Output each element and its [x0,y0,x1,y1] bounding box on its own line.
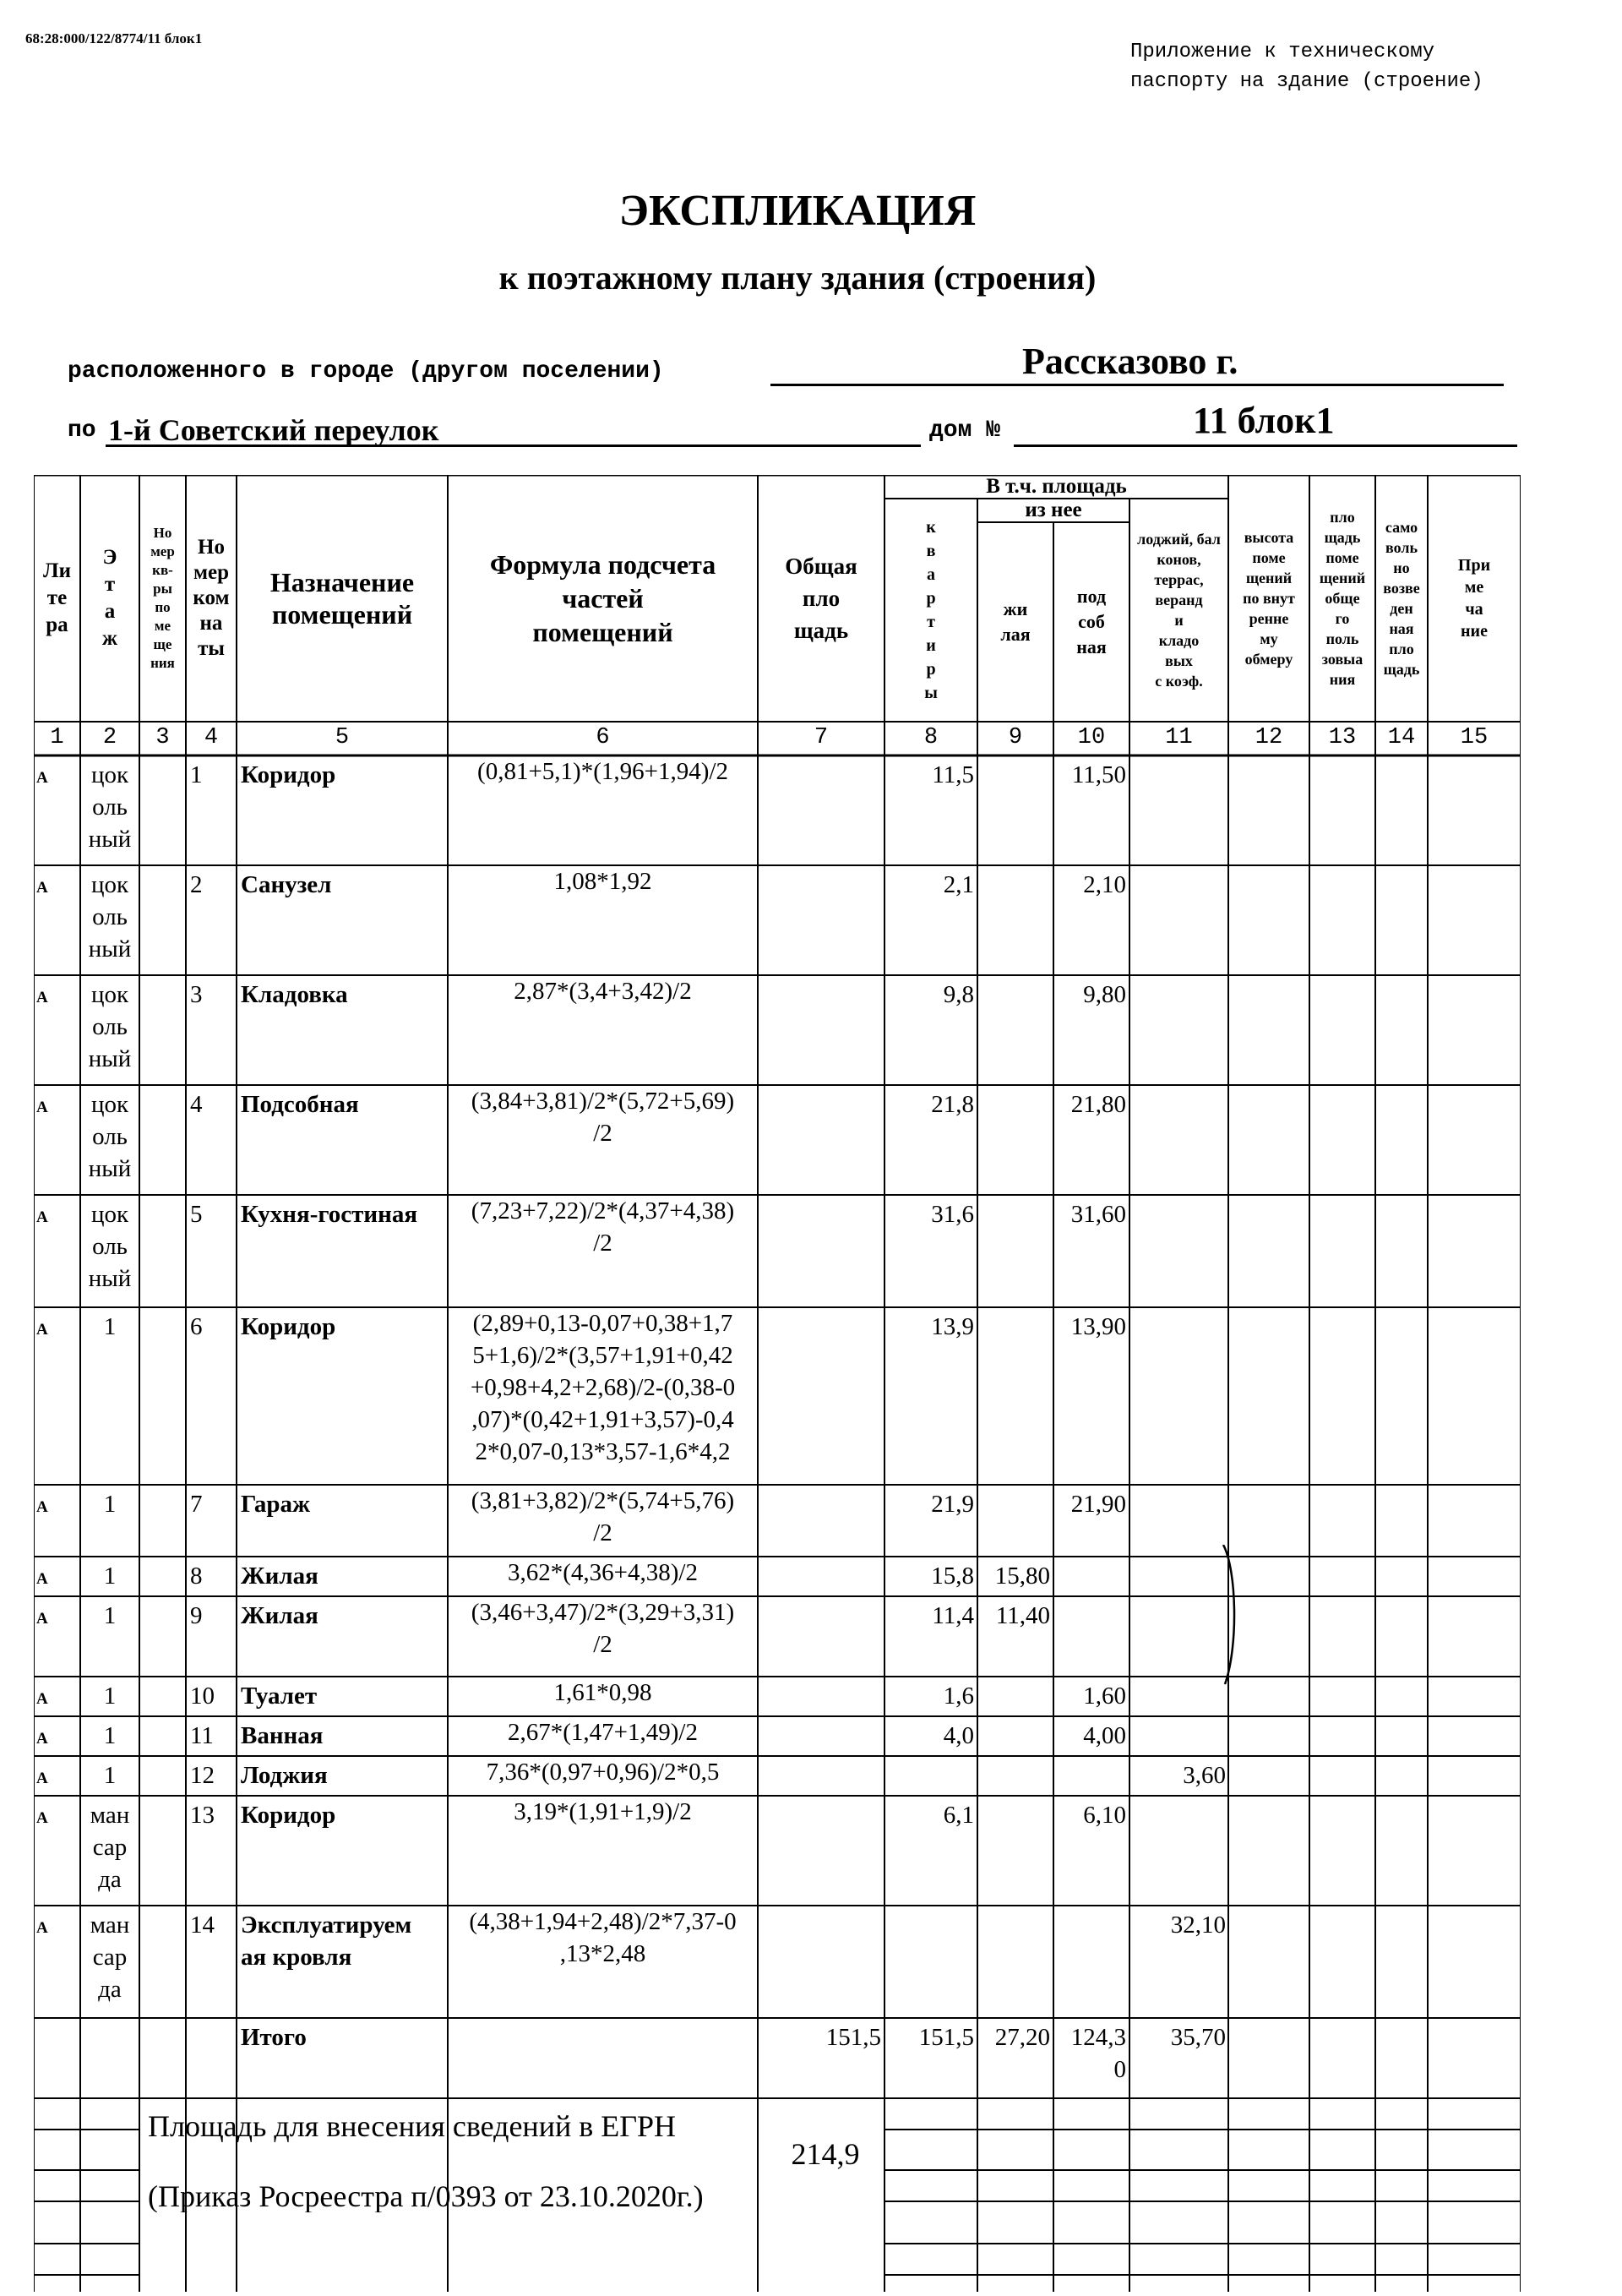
row-room-name: Кухня-гостиная [241,1201,418,1228]
row-formula: 7,36*(0,97+0,96)/2*0,5 [486,1759,720,1786]
row-floor: ман сар да [90,1912,130,2003]
row-apartment-area: 1,6 [943,1682,974,1710]
row-apartment-area: 11,5 [932,761,974,788]
row-litera: А [36,1730,48,1748]
row-litera: А [36,1610,48,1628]
row-room-number: 10 [190,1682,215,1710]
total-living-area: 27,20 [994,2024,1050,2051]
column-number: 2 [102,725,117,750]
row-apartment-area: 31,6 [931,1201,974,1228]
row-room-number: 12 [190,1762,215,1789]
column-number: 12 [1255,725,1283,750]
row-room-number: 11 [190,1722,214,1749]
row-formula: (3,81+3,82)/2*(5,74+5,76) /2 [471,1487,735,1546]
header-purpose: Назначение помещений [269,567,415,630]
page-title: ЭКСПЛИКАЦИЯ [618,187,977,235]
row-apartment-area: 9,8 [943,981,974,1008]
row-floor: цок оль ный [88,1091,132,1182]
row-formula: 1,61*0,98 [553,1679,652,1706]
column-number: 3 [155,725,170,750]
street-prefix: по [68,417,96,444]
total-apartment-area: 151,5 [918,2024,974,2051]
row-floor: 1 [103,1682,117,1710]
row-room-number: 2 [190,871,203,898]
row-room-name: Ванная [241,1722,324,1749]
total-loggia-area: 35,70 [1170,2024,1226,2051]
house-label: дом № [929,417,1001,444]
row-apartment-area: 2,1 [943,871,974,898]
row-room-name: Эксплуатируем ая кровля [241,1912,412,1971]
row-litera: А [36,1690,48,1708]
row-litera: А [36,989,48,1006]
total-auxiliary-area: 124,3 0 [1070,2024,1126,2083]
appendix-line-2: паспорту на здание (строение) [1130,70,1483,93]
row-apartment-area: 6,1 [943,1802,974,1829]
row-floor: цок оль ный [88,871,132,963]
row-apartment-area: 11,4 [932,1602,974,1629]
row-room-number: 5 [190,1201,203,1228]
egrn-value: 214,9 [791,2138,860,2170]
row-room-name: Коридор [241,1802,336,1829]
row-apartment-area: 4,0 [943,1722,974,1749]
row-room-number: 13 [190,1802,215,1829]
header-formula: Формула подсчета частей помещений [489,549,716,647]
row-apartment-area: 21,8 [931,1091,974,1118]
row-auxiliary-area: 9,80 [1083,981,1126,1008]
total-label: Итого [241,2024,307,2051]
egrn-text-line-1: Площадь для внесения сведений в ЕГРН [148,2110,677,2142]
header-unauthorized: само воль но возве ден ная пло щадь [1383,519,1420,678]
row-formula: (2,89+0,13-0,07+0,38+1,7 5+1,6)/2*(3,57+1,91+0,42 +0,98+4,2+2,68)/2-(0,38-0 ,07)*(0,42+1,91+3,57)-0,4 2*0,07-0,13*3,57-1,6*4,2 [470,1310,736,1465]
row-formula: (0,81+5,1)*(1,96+1,94)/2 [477,758,728,785]
header-note: При ме ча ние [1457,556,1491,641]
row-formula: 2,67*(1,47+1,49)/2 [508,1719,698,1746]
header-living: жи лая [1000,598,1031,645]
row-loggia-area: 3,60 [1183,1762,1226,1789]
header-floor: Э т а ж [101,546,118,650]
explication-table [34,475,1521,2292]
row-formula: 3,19*(1,91+1,9)/2 [514,1798,692,1825]
row-formula: (7,23+7,22)/2*(4,37+4,38) /2 [471,1197,735,1257]
street-value: 1-й Советский переулок [108,413,439,447]
row-room-name: Коридор [241,1313,336,1340]
column-number: 7 [814,725,829,750]
row-floor: 1 [103,1491,117,1518]
row-auxiliary-area: 31,60 [1070,1201,1126,1228]
row-floor: 1 [103,1562,117,1590]
row-room-number: 6 [190,1313,203,1340]
row-formula: 2,87*(3,4+3,42)/2 [514,978,692,1005]
row-room-number: 1 [190,761,203,788]
handwritten-bracket [1216,1545,1250,1688]
column-number: 8 [923,725,939,750]
header-of-which: из нее [1025,499,1082,521]
row-living-area: 11,40 [995,1602,1050,1629]
row-auxiliary-area: 11,50 [1071,761,1126,788]
row-litera: А [36,1770,48,1787]
column-number: 6 [596,725,610,750]
row-apartment-area: 13,9 [931,1313,974,1340]
row-room-number: 9 [190,1602,203,1629]
row-room-name: Туалет [241,1682,318,1710]
row-room-name: Кладовка [241,981,348,1008]
row-auxiliary-area: 13,90 [1070,1313,1126,1340]
column-number: 13 [1328,725,1357,750]
column-number: 15 [1460,725,1489,750]
row-room-name: Жилая [241,1562,318,1590]
row-floor: 1 [103,1602,117,1629]
header-apartments: к в а р т и р ы [924,518,938,702]
row-litera: А [36,1570,48,1588]
page-subtitle: к поэтажному плану здания (строения) [498,259,1097,297]
column-number: 14 [1387,725,1416,750]
header-height: высота поме щений по внут ренне му обмеру [1243,529,1295,668]
location-label: расположенного в городе (другом поселении) [68,358,664,384]
row-room-name: Гараж [241,1491,311,1518]
total-area: 151,5 [825,2024,881,2051]
document-code: 68:28:000/122/8774/11 блок1 [25,30,203,46]
header-apt-no: Но мер кв- ры по ме ще ния [150,525,175,671]
row-formula: 3,62*(4,36+4,38)/2 [508,1559,698,1586]
appendix-line-1: Приложение к техническому [1130,41,1435,63]
city-value: Рассказово г. [1022,341,1238,382]
column-number: 11 [1165,725,1193,750]
row-floor: 1 [103,1313,117,1340]
header-litera: Ли те ра [42,559,72,636]
header-loggias: лоджий, бал конов, террас, веранд и кладо вых с коэф. [1137,531,1221,690]
row-formula: 1,08*1,92 [553,868,652,895]
row-room-number: 7 [190,1491,203,1518]
row-litera: А [36,1208,48,1226]
row-room-number: 4 [190,1091,203,1118]
row-room-name: Санузел [241,871,332,898]
egrn-text-line-2: (Приказ Росреестра п/0393 от 23.10.2020г.) [148,2180,704,2212]
house-value: 11 блок1 [1193,400,1335,441]
row-formula: (4,38+1,94+2,48)/2*7,37-0 ,13*2,48 [469,1908,737,1967]
row-room-number: 3 [190,981,203,1008]
header-common: пло щадь поме щений обще го поль зовыа ния [1319,509,1366,688]
column-number: 9 [1008,725,1023,750]
row-floor: ман сар да [90,1802,130,1893]
row-room-name: Коридор [241,761,336,788]
row-apartment-area: 15,8 [931,1562,974,1590]
row-room-name: Подсобная [241,1091,359,1118]
row-auxiliary-area: 6,10 [1083,1802,1126,1829]
header-auxiliary: под соб ная [1076,586,1107,657]
row-litera: А [36,1919,48,1937]
header-room-no: Но мер ком на ты [193,536,230,660]
row-formula: (3,46+3,47)/2*(3,29+3,31) /2 [471,1599,735,1658]
row-litera: А [36,1321,48,1339]
row-floor: 1 [103,1722,117,1749]
row-room-name: Жилая [241,1602,318,1629]
row-room-number: 14 [190,1912,215,1939]
appendix-note [1130,37,1483,96]
column-number: 5 [335,725,350,750]
header-incl-area: В т.ч. площадь [986,475,1127,498]
row-floor: 1 [103,1762,117,1789]
row-auxiliary-area: 2,10 [1083,871,1126,898]
row-auxiliary-area: 4,00 [1083,1722,1126,1749]
column-number: 4 [204,725,219,750]
row-floor: цок оль ный [88,761,132,853]
row-litera: А [36,1809,48,1827]
row-loggia-area: 32,10 [1170,1912,1226,1939]
row-formula: (3,84+3,81)/2*(5,72+5,69) /2 [471,1088,735,1147]
column-number: 1 [50,725,64,750]
row-litera: А [36,1099,48,1116]
row-litera: А [36,769,48,787]
row-auxiliary-area: 1,60 [1083,1682,1126,1710]
row-apartment-area: 21,9 [931,1491,974,1518]
header-total: Общая пло щадь [785,554,857,643]
row-auxiliary-area: 21,90 [1070,1491,1126,1518]
row-floor: цок оль ный [88,1201,132,1292]
row-litera: А [36,879,48,897]
row-living-area: 15,80 [994,1562,1050,1590]
row-floor: цок оль ный [88,981,132,1072]
column-number: 10 [1077,725,1106,750]
location-underline [770,384,1504,386]
row-litera: А [36,1498,48,1516]
row-room-name: Лоджия [241,1762,328,1789]
row-room-number: 8 [190,1562,203,1590]
row-auxiliary-area: 21,80 [1070,1091,1126,1118]
house-underline [1014,444,1517,447]
